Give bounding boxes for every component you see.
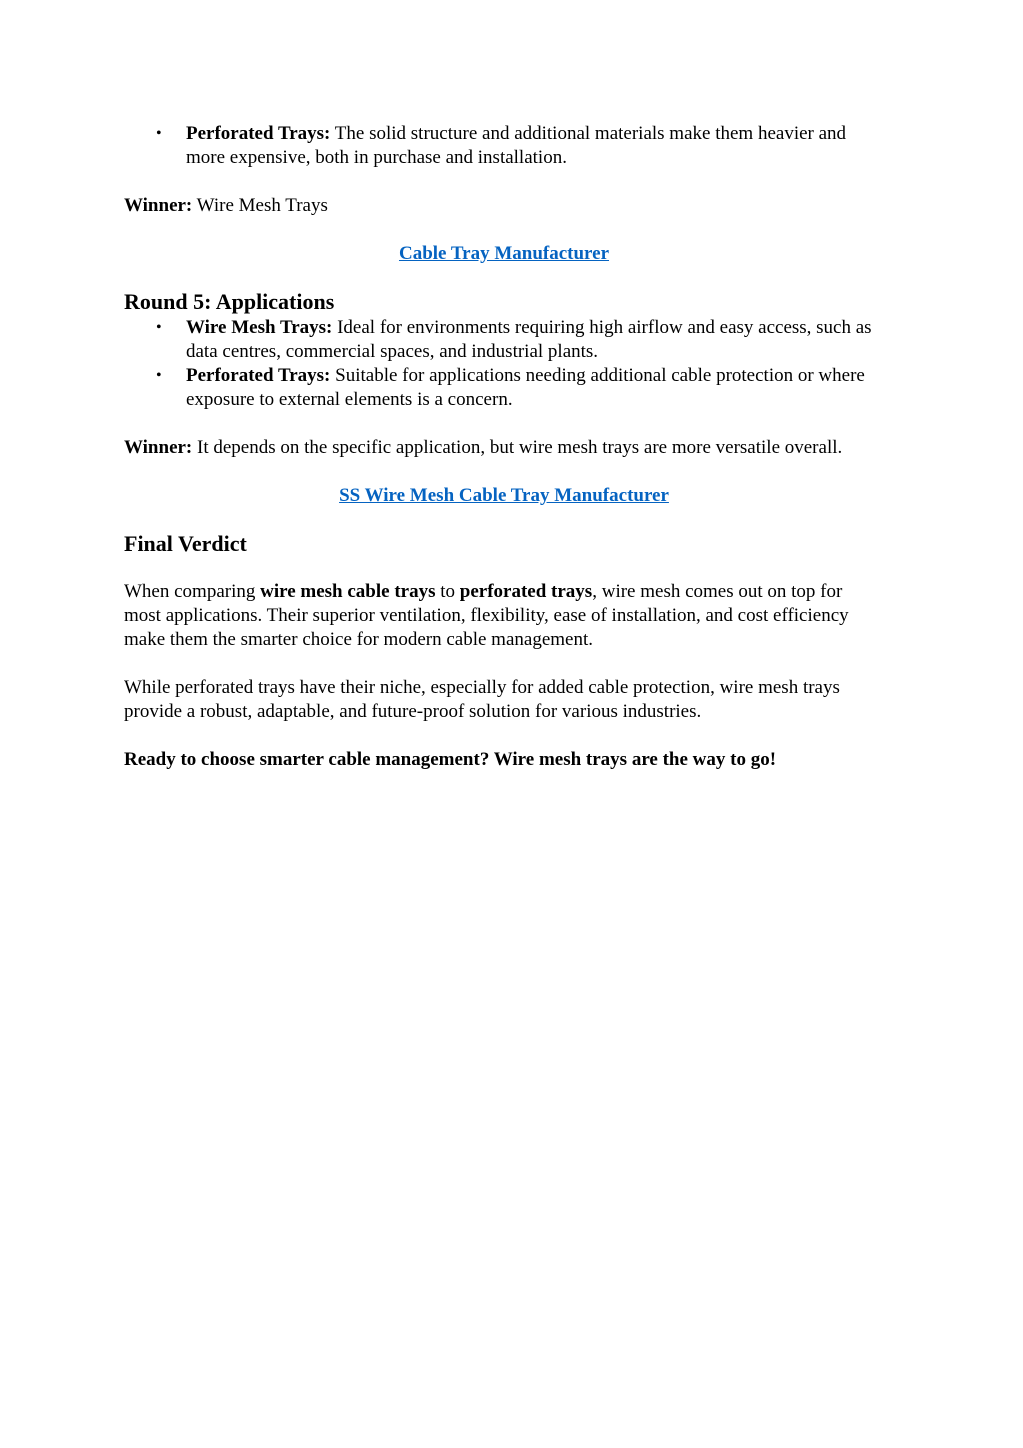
bullet-label: Perforated Trays: (186, 123, 331, 144)
paragraph-text: When comparing (124, 581, 261, 602)
paragraph-emphasis: perforated trays (459, 581, 593, 602)
list-item (124, 316, 884, 364)
verdict-paragraph (124, 580, 884, 652)
winner-line (124, 194, 884, 218)
document-page (124, 122, 884, 772)
list-item (124, 122, 884, 170)
final-verdict-heading: Final Verdict (124, 531, 247, 556)
link-row (124, 484, 884, 508)
winner-text: It depends on the specific application, but wire mesh trays are more versatile overall. (192, 437, 843, 458)
round-5-heading: Round 5: Applications (124, 289, 335, 314)
applications-bullet-list (124, 316, 884, 412)
link-row (124, 242, 884, 266)
cta-text: Ready to choose smarter cable management? Wire mesh trays are the way to go! (124, 749, 777, 770)
winner-label: Winner: (124, 437, 193, 458)
bullet-label: Perforated Trays: (186, 365, 331, 386)
cable-tray-manufacturer-link[interactable]: Cable Tray Manufacturer (398, 243, 610, 264)
call-to-action (124, 748, 884, 772)
bullet-text: Suitable for applications needing additional cable protection or where exposure to external elements is a concern. (186, 365, 865, 410)
cost-bullet-list (124, 122, 884, 170)
paragraph-text: to (435, 581, 460, 602)
bullet-icon: • (156, 367, 162, 384)
bullet-text: The solid structure and additional materials make them heavier and more expensive, both in purchase and installation. (186, 123, 847, 168)
niche-paragraph: While perforated trays have their niche, especially for added cable protection, wire mesh trays provide a robust, adaptable, and future-proof solution for various industries. (124, 677, 840, 722)
bullet-text: Ideal for environments requiring high airflow and easy access, such as data centres, commercial spaces, and industrial plants. (186, 317, 872, 362)
bullet-label: Wire Mesh Trays: (186, 317, 333, 338)
paragraph-text: , wire mesh comes out on top for most applications. Their superior ventilation, flexibility, ease of installation, and cost efficiency make them the smarter choice for modern cable management. (124, 581, 849, 650)
ss-wire-mesh-manufacturer-link[interactable]: SS Wire Mesh Cable Tray Manufacturer (339, 485, 669, 506)
winner-label: Winner: (124, 195, 193, 216)
bullet-icon: • (156, 319, 162, 336)
winner-line (124, 436, 884, 460)
bullet-icon: • (156, 125, 162, 142)
winner-text: Wire Mesh Trays (192, 195, 328, 216)
list-item (124, 364, 884, 412)
paragraph-emphasis: wire mesh cable trays (260, 581, 436, 602)
